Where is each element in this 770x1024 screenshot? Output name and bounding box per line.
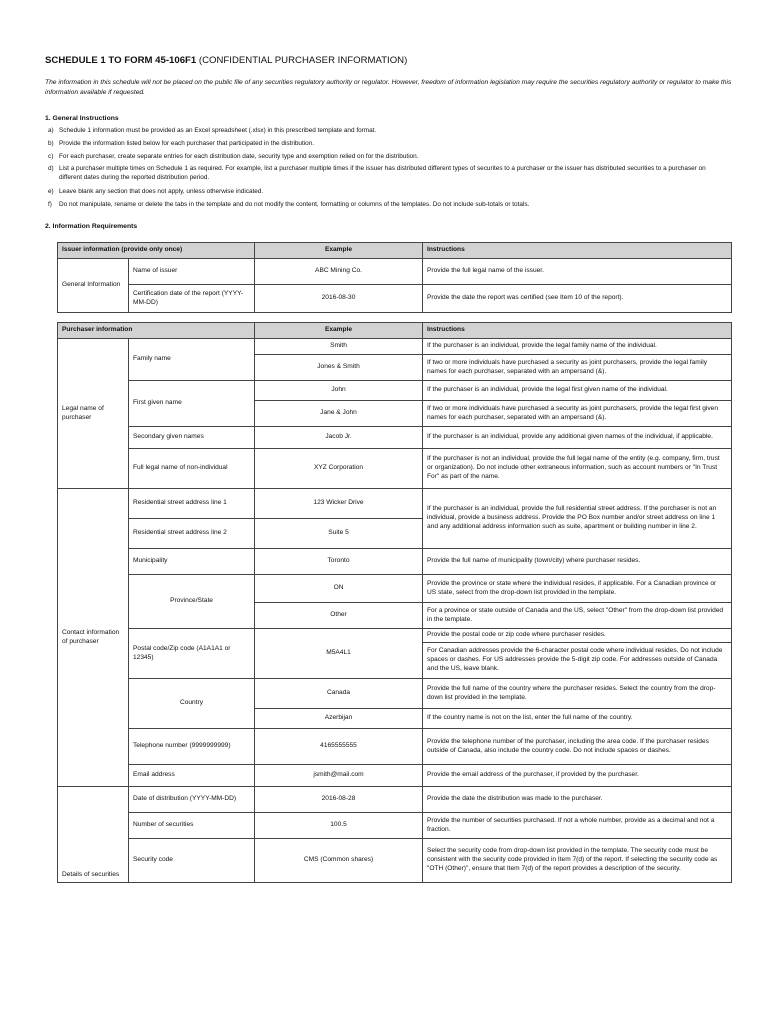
table-row: [58, 679, 732, 709]
table-row: [58, 575, 732, 603]
field-cell: Full legal name of non-individual: [129, 449, 255, 489]
instruction-item: f) Do not manipulate, rename or delete the tabs in the template and do not modify the content, formatting or columns of the templates. Do not include sub-totals or totals.: [48, 201, 530, 208]
instruction-cell: For Canadian addresses provide the 6-character postal code where individual resides. Do not include spaces or dashes. For US addresses provide the 5-digit zip code. For addresses outside of Canada and the US, leave blank.: [423, 643, 732, 679]
confidentiality-notice: The information in this schedule will not be placed on the public file of any securities regulatory authority or regulator. However, freedom of information legislation may require the securities regulatory authority or regulator to make this information available if requested.: [45, 79, 732, 96]
table-row: [58, 629, 732, 643]
field-cell: Telephone number (9999999999): [129, 729, 255, 765]
instruction-cell: If two or more individuals have purchased a security as joint purchasers, provide the legal first given names for each purchaser, separated with an ampersand (&).: [423, 401, 732, 427]
example-cell: 100.5: [255, 813, 423, 839]
category-cell: Contact information of purchaser: [58, 489, 129, 787]
field-cell: First given name: [129, 381, 255, 427]
instruction-cell: Provide the postal code or zip code where purchaser resides.: [423, 629, 732, 643]
document-title: [45, 55, 407, 66]
table-row: [58, 729, 732, 765]
field-cell: Date of distribution (YYYY-MM-DD): [129, 787, 255, 813]
example-cell: M5A4L1: [255, 629, 423, 679]
instruction-cell: Provide the full name of the country where the purchaser resides. Select the country from the drop-down list provided in the template.: [423, 679, 732, 709]
field-cell: Security code: [129, 839, 255, 883]
field-cell: Email address: [129, 765, 255, 787]
title-rest: (CONFIDENTIAL PURCHASER INFORMATION): [196, 55, 408, 66]
example-cell: Smith: [255, 339, 423, 355]
table-row: [58, 427, 732, 449]
field-cell: Municipality: [129, 549, 255, 575]
table-header-row: [58, 243, 732, 259]
example-cell: Azerbijan: [255, 709, 423, 729]
instruction-cell: If the purchaser is an individual, provide the legal first given name of the individual.: [423, 381, 732, 401]
field-cell: Residential street address line 1: [129, 489, 255, 519]
example-cell: Canada: [255, 679, 423, 709]
instruction-item: a) Schedule 1 information must be provided as an Excel spreadsheet (.xlsx) in this prescribed template and format.: [48, 127, 377, 134]
instruction-cell: If two or more individuals have purchased a security as joint purchasers, provide the legal family names for each purchaser, separated with an ampersand (&).: [423, 355, 732, 381]
example-cell: Jane & John: [255, 401, 423, 427]
column-header: Purchaser information: [58, 323, 255, 339]
instruction-item: e) Leave blank any section that does not apply, unless otherwise indicated.: [48, 188, 264, 195]
example-cell: Jacob Jr.: [255, 427, 423, 449]
example-cell: CMS (Common shares): [255, 839, 423, 883]
instruction-cell: Provide the telephone number of the purchaser, including the area code. If the purchaser resides outside of Canada, also include the country code. Do not include spaces or dashes.: [423, 729, 732, 765]
issuer-information-table: [57, 242, 732, 313]
field-cell: Residential street address line 2: [129, 519, 255, 549]
example-cell: Toronto: [255, 549, 423, 575]
example-cell: Jones & Smith: [255, 355, 423, 381]
instruction-cell: Provide the email address of the purchaser, if provided by the purchaser.: [423, 765, 732, 787]
table-row: [58, 285, 732, 313]
table-row: [58, 381, 732, 401]
instruction-item: b) Provide the information listed below for each purchaser that participated in the distribution.: [48, 140, 315, 147]
instruction-cell: If the country name is not on the list, enter the full name of the country.: [423, 709, 732, 729]
instruction-cell: Provide the full legal name of the issuer.: [423, 259, 732, 285]
instruction-cell: Provide the province or state where the individual resides, if applicable. For a Canadian province or US state, select from the drop-down list provided in the template.: [423, 575, 732, 603]
instruction-cell: Select the security code from drop-down list provided in the template. The security code must be consistent with the security code provided in Item 7(d) of the report. If selecting the security code as "OTH (Other)", ensure that Item 7(d) of the report provides a description of the security.: [423, 839, 732, 883]
table-row: [58, 839, 732, 883]
column-header: Instructions: [423, 243, 732, 259]
instruction-item: d) List a purchaser multiple times on Schedule 1 as required. For example, list a purchaser multiple times if the issuer has distributed different types of securites to a purchaser or the issuer has distributed securities to a purchaser on different dates during the reported distribution period.: [48, 165, 706, 181]
information-requirements-heading: 2. Information Requirements: [45, 223, 138, 230]
table-row: [58, 787, 732, 813]
example-cell: XYZ Corporation: [255, 449, 423, 489]
instruction-cell: If the purchaser is an individual, provide the legal family name of the individual.: [423, 339, 732, 355]
general-instructions-heading: 1. General Instructions: [45, 115, 119, 122]
field-cell: Postal code/Zip code (A1A1A1 or 12345): [129, 629, 255, 679]
table-row: [58, 339, 732, 355]
category-cell: Legal name of purchaser: [58, 339, 129, 489]
instruction-item: c) For each purchaser, create separate entries for each distribution date, security type and exemption relied on for the distribution.: [48, 153, 419, 160]
example-cell: ON: [255, 575, 423, 603]
instruction-cell: Provide the full name of municipality (town/city) where purchaser resides.: [423, 549, 732, 575]
instruction-cell: Provide the date the report was certified (see Item 10 of the report).: [423, 285, 732, 313]
field-cell: Country: [129, 679, 255, 729]
field-cell: Province/State: [129, 575, 255, 629]
title-bold: SCHEDULE 1 TO FORM 45-106F1: [45, 55, 197, 66]
field-cell: Secondary given names: [129, 427, 255, 449]
category-cell: Details of securities: [58, 787, 129, 883]
table-row: [58, 813, 732, 839]
purchaser-information-table: [57, 322, 732, 883]
instruction-cell: Provide the date the distribution was made to the purchaser.: [423, 787, 732, 813]
example-cell: Other: [255, 603, 423, 629]
instruction-cell: For a province or state outside of Canada and the US, select "Other" from the drop-down list provided in the template.: [423, 603, 732, 629]
field-cell: Family name: [129, 339, 255, 381]
example-cell: Suite 5: [255, 519, 423, 549]
table-row: [58, 489, 732, 519]
field-cell: Number of securities: [129, 813, 255, 839]
example-cell: jsmith@mail.com: [255, 765, 423, 787]
table-row: [58, 765, 732, 787]
example-cell: ABC Mining Co.: [255, 259, 423, 285]
example-cell: 2016-08-28: [255, 787, 423, 813]
field-cell: Name of issuer: [129, 259, 255, 285]
example-cell: 4165555555: [255, 729, 423, 765]
field-cell: Certification date of the report (YYYY-MM-DD): [129, 285, 255, 313]
example-cell: 2016-08-30: [255, 285, 423, 313]
table-row: [58, 449, 732, 489]
table-header-row: [58, 323, 732, 339]
column-header: Example: [255, 243, 423, 259]
column-header: Issuer information (provide only once): [58, 243, 255, 259]
example-cell: 123 Wicker Drive: [255, 489, 423, 519]
instruction-cell: If the purchaser is an individual, provide the full residential street address. If the purchaser is not an individual, provide a business address. Provide the PO Box number and/or street address on line 1 and any additional address information such as suite, apartment or building number in line 2.: [423, 489, 732, 549]
column-header: Example: [255, 323, 423, 339]
table-row: [58, 549, 732, 575]
instruction-cell: If the purchaser is an individual, provide any additional given names of the individual, if applicable.: [423, 427, 732, 449]
example-cell: John: [255, 381, 423, 401]
column-header: Instructions: [423, 323, 732, 339]
category-cell: General Information: [58, 259, 129, 313]
instruction-cell: Provide the number of securities purchased. If not a whole number, provide as a decimal and not a fraction.: [423, 813, 732, 839]
instruction-cell: If the purchaser is not an individual, provide the full legal name of the entity (e.g. company, firm, trust or organization). Do not include other extraneous information, such as account numbers or "In Trust For" as part of the name.: [423, 449, 732, 489]
table-row: [58, 259, 732, 285]
